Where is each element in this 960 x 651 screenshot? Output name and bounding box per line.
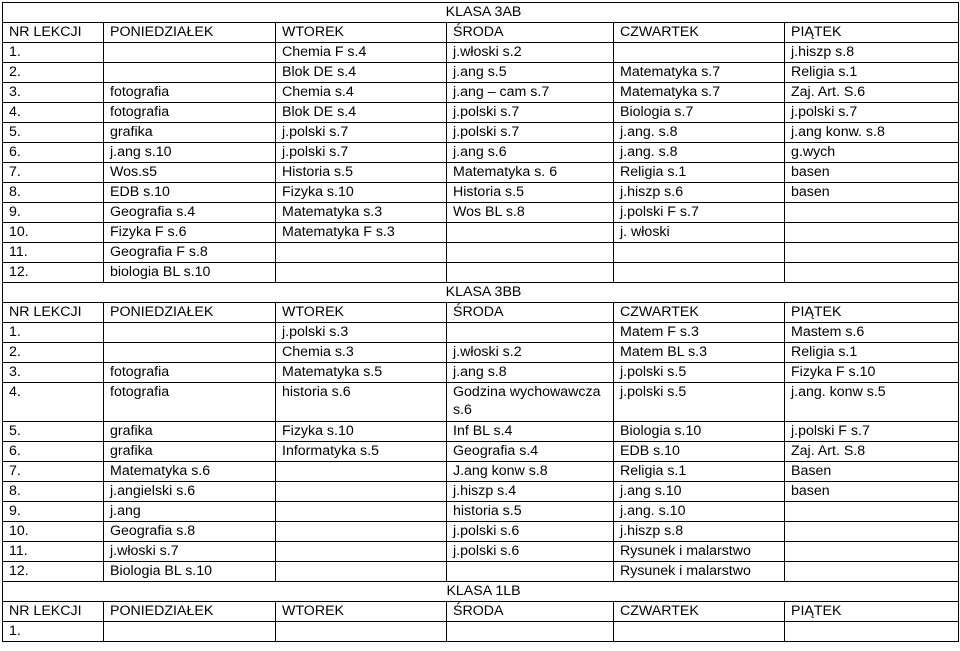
- lesson-cell: grafika: [104, 442, 276, 462]
- lesson-cell: j.włoski s.2: [447, 343, 614, 363]
- class-title: KLASA 1LB: [3, 582, 959, 602]
- lesson-cell: j.hiszp s.6: [614, 183, 785, 203]
- lesson-cell: j.hiszp s.8: [785, 43, 959, 63]
- lesson-cell: [785, 622, 959, 642]
- column-header: PIĄTEK: [785, 303, 959, 323]
- column-header: CZWARTEK: [614, 23, 785, 43]
- class-title: KLASA 3AB: [3, 3, 959, 23]
- column-header: PONIEDZIAŁEK: [104, 602, 276, 622]
- lesson-cell: Matematyka s. 6: [447, 163, 614, 183]
- lesson-cell: historia s.5: [447, 502, 614, 522]
- table-row: [3, 482, 959, 502]
- lesson-cell: [614, 622, 785, 642]
- lesson-cell: j.hiszp s.4: [447, 482, 614, 502]
- column-header: ŚRODA: [447, 23, 614, 43]
- lesson-cell: j.ang. konw s.5: [785, 383, 959, 422]
- lesson-cell: fotografia: [104, 103, 276, 123]
- table-row: [3, 562, 959, 582]
- lesson-cell: j.polski s.3: [276, 323, 447, 343]
- column-header: NR LEKCJI: [3, 303, 104, 323]
- lesson-cell: [614, 263, 785, 283]
- lesson-number-cell: 6.: [3, 442, 104, 462]
- lesson-cell: [614, 43, 785, 63]
- lesson-cell: [276, 263, 447, 283]
- lesson-cell: Zaj. Art. S.8: [785, 442, 959, 462]
- lesson-cell: [276, 462, 447, 482]
- lesson-cell: Inf BL s.4: [447, 422, 614, 442]
- lesson-cell: Rysunek i malarstwo: [614, 562, 785, 582]
- lesson-cell: j.ang. s.8: [614, 143, 785, 163]
- lesson-number-cell: 12.: [3, 562, 104, 582]
- lesson-number-cell: 8.: [3, 183, 104, 203]
- lesson-cell: basen: [785, 183, 959, 203]
- lesson-number-cell: 3.: [3, 83, 104, 103]
- class-title-row: [3, 3, 959, 23]
- lesson-cell: Godzina wychowawcza s.6: [447, 383, 614, 422]
- lesson-number-cell: 1.: [3, 43, 104, 63]
- table-row: [3, 143, 959, 163]
- lesson-number-cell: 1.: [3, 323, 104, 343]
- lesson-number-cell: 4.: [3, 103, 104, 123]
- lesson-cell: [447, 562, 614, 582]
- lesson-cell: fotografia: [104, 83, 276, 103]
- column-header: WTOREK: [276, 23, 447, 43]
- lesson-number-cell: 2.: [3, 63, 104, 83]
- schedule-table: [2, 2, 959, 642]
- lesson-number-cell: 4.: [3, 383, 104, 422]
- lesson-cell: basen: [785, 163, 959, 183]
- lesson-cell: j.ang s.8: [447, 363, 614, 383]
- lesson-cell: Historia s.5: [447, 183, 614, 203]
- lesson-cell: [614, 243, 785, 263]
- lesson-cell: j.polski s.7: [447, 123, 614, 143]
- lesson-number-cell: 8.: [3, 482, 104, 502]
- table-row: [3, 383, 959, 422]
- class-title-row: [3, 582, 959, 602]
- lesson-cell: j.polski s.7: [276, 143, 447, 163]
- lesson-cell: biologia BL s.10: [104, 263, 276, 283]
- lesson-cell: j. włoski: [614, 223, 785, 243]
- class-title: KLASA 3BB: [3, 283, 959, 303]
- lesson-cell: Blok DE s.4: [276, 103, 447, 123]
- lesson-number-cell: 11.: [3, 542, 104, 562]
- column-header: PIĄTEK: [785, 602, 959, 622]
- lesson-cell: Chemia F s.4: [276, 43, 447, 63]
- lesson-cell: Zaj. Art. S.6: [785, 83, 959, 103]
- lesson-cell: [785, 562, 959, 582]
- lesson-cell: J.ang konw s.8: [447, 462, 614, 482]
- lesson-cell: Religia s.1: [614, 462, 785, 482]
- header-row: [3, 23, 959, 43]
- lesson-cell: grafika: [104, 422, 276, 442]
- lesson-cell: fotografia: [104, 363, 276, 383]
- lesson-cell: j.polski s.5: [614, 383, 785, 422]
- lesson-cell: Chemia s.3: [276, 343, 447, 363]
- lesson-cell: j.ang. s.10: [614, 502, 785, 522]
- lesson-cell: Fizyka F s.10: [785, 363, 959, 383]
- lesson-cell: j.polski s.6: [447, 542, 614, 562]
- column-header: PIĄTEK: [785, 23, 959, 43]
- lesson-number-cell: 7.: [3, 462, 104, 482]
- lesson-cell: Religia s.1: [614, 163, 785, 183]
- lesson-cell: j.ang s.5: [447, 63, 614, 83]
- table-row: [3, 223, 959, 243]
- table-row: [3, 83, 959, 103]
- table-row: [3, 203, 959, 223]
- lesson-number-cell: 10.: [3, 522, 104, 542]
- table-row: [3, 243, 959, 263]
- table-row: [3, 323, 959, 343]
- lesson-number-cell: 11.: [3, 243, 104, 263]
- class-title-row: [3, 283, 959, 303]
- lesson-cell: Informatyka s.5: [276, 442, 447, 462]
- lesson-cell: j.ang. s.8: [614, 123, 785, 143]
- lesson-cell: Geografia F s.8: [104, 243, 276, 263]
- lesson-cell: Biologia BL s.10: [104, 562, 276, 582]
- lesson-cell: j.polski F s.7: [785, 422, 959, 442]
- lesson-number-cell: 5.: [3, 123, 104, 143]
- lesson-cell: [447, 263, 614, 283]
- lesson-cell: Matematyka s.6: [104, 462, 276, 482]
- lesson-cell: [104, 43, 276, 63]
- lesson-cell: Religia s.1: [785, 63, 959, 83]
- lesson-cell: [276, 562, 447, 582]
- schedule-body: [3, 3, 959, 642]
- header-row: [3, 303, 959, 323]
- lesson-number-cell: 6.: [3, 143, 104, 163]
- lesson-cell: Fizyka F s.6: [104, 223, 276, 243]
- lesson-cell: Wos.s5: [104, 163, 276, 183]
- header-row: [3, 602, 959, 622]
- lesson-cell: j.angielski s.6: [104, 482, 276, 502]
- lesson-cell: [785, 502, 959, 522]
- lesson-cell: Matematyka F s.3: [276, 223, 447, 243]
- lesson-number-cell: 2.: [3, 343, 104, 363]
- lesson-number-cell: 10.: [3, 223, 104, 243]
- lesson-cell: g.wych: [785, 143, 959, 163]
- column-header: CZWARTEK: [614, 602, 785, 622]
- lesson-cell: Blok DE s.4: [276, 63, 447, 83]
- lesson-cell: Matem F s.3: [614, 323, 785, 343]
- lesson-cell: [785, 223, 959, 243]
- lesson-cell: Fizyka s.10: [276, 422, 447, 442]
- column-header: NR LEKCJI: [3, 602, 104, 622]
- lesson-cell: [785, 263, 959, 283]
- lesson-cell: j.ang s.10: [104, 143, 276, 163]
- lesson-cell: Rysunek i malarstwo: [614, 542, 785, 562]
- table-row: [3, 343, 959, 363]
- table-row: [3, 522, 959, 542]
- table-row: [3, 63, 959, 83]
- lesson-cell: [276, 522, 447, 542]
- table-row: [3, 622, 959, 642]
- lesson-cell: Historia s.5: [276, 163, 447, 183]
- lesson-cell: [104, 343, 276, 363]
- lesson-cell: EDB s.10: [104, 183, 276, 203]
- lesson-cell: [785, 243, 959, 263]
- lesson-cell: [785, 522, 959, 542]
- lesson-number-cell: 3.: [3, 363, 104, 383]
- lesson-cell: Geografia s.4: [447, 442, 614, 462]
- lesson-cell: basen: [785, 482, 959, 502]
- lesson-cell: [276, 622, 447, 642]
- lesson-cell: [104, 323, 276, 343]
- lesson-cell: j.polski s.6: [447, 522, 614, 542]
- table-row: [3, 442, 959, 462]
- lesson-number-cell: 9.: [3, 203, 104, 223]
- lesson-cell: j.ang konw. s.8: [785, 123, 959, 143]
- column-header: ŚRODA: [447, 602, 614, 622]
- lesson-number-cell: 12.: [3, 263, 104, 283]
- column-header: CZWARTEK: [614, 303, 785, 323]
- lesson-cell: Matematyka s.7: [614, 63, 785, 83]
- lesson-cell: Matematyka s.3: [276, 203, 447, 223]
- lesson-cell: [276, 542, 447, 562]
- lesson-cell: Geografia s.8: [104, 522, 276, 542]
- column-header: WTOREK: [276, 602, 447, 622]
- table-row: [3, 462, 959, 482]
- lesson-cell: Basen: [785, 462, 959, 482]
- lesson-cell: [276, 482, 447, 502]
- lesson-cell: j.polski s.7: [276, 123, 447, 143]
- table-row: [3, 263, 959, 283]
- table-row: [3, 183, 959, 203]
- lesson-cell: j.hiszp s.8: [614, 522, 785, 542]
- lesson-cell: [785, 203, 959, 223]
- lesson-cell: [276, 243, 447, 263]
- column-header: PONIEDZIAŁEK: [104, 23, 276, 43]
- table-row: [3, 163, 959, 183]
- lesson-cell: [785, 542, 959, 562]
- lesson-cell: Matematyka s.5: [276, 363, 447, 383]
- lesson-cell: [104, 63, 276, 83]
- lesson-cell: Wos BL s.8: [447, 203, 614, 223]
- lesson-cell: historia s.6: [276, 383, 447, 422]
- lesson-cell: j.ang s.10: [614, 482, 785, 502]
- lesson-cell: fotografia: [104, 383, 276, 422]
- column-header: NR LEKCJI: [3, 23, 104, 43]
- lesson-cell: Geografia s.4: [104, 203, 276, 223]
- lesson-cell: Matem BL s.3: [614, 343, 785, 363]
- lesson-cell: Biologia s.10: [614, 422, 785, 442]
- table-row: [3, 502, 959, 522]
- lesson-cell: j.polski F s.7: [614, 203, 785, 223]
- lesson-cell: EDB s.10: [614, 442, 785, 462]
- column-header: WTOREK: [276, 303, 447, 323]
- table-row: [3, 123, 959, 143]
- lesson-cell: j.polski s.7: [447, 103, 614, 123]
- lesson-number-cell: 9.: [3, 502, 104, 522]
- table-row: [3, 542, 959, 562]
- lesson-cell: Biologia s.7: [614, 103, 785, 123]
- table-row: [3, 103, 959, 123]
- lesson-number-cell: 7.: [3, 163, 104, 183]
- lesson-cell: j.polski s.5: [614, 363, 785, 383]
- lesson-cell: [447, 323, 614, 343]
- table-row: [3, 422, 959, 442]
- lesson-cell: [104, 622, 276, 642]
- lesson-cell: Mastem s.6: [785, 323, 959, 343]
- lesson-cell: [447, 622, 614, 642]
- lesson-cell: Fizyka s.10: [276, 183, 447, 203]
- lesson-cell: j.ang – cam s.7: [447, 83, 614, 103]
- lesson-number-cell: 1.: [3, 622, 104, 642]
- lesson-cell: [276, 502, 447, 522]
- lesson-cell: Religia s.1: [785, 343, 959, 363]
- column-header: ŚRODA: [447, 303, 614, 323]
- lesson-cell: [447, 243, 614, 263]
- lesson-cell: j.ang s.6: [447, 143, 614, 163]
- lesson-cell: j.ang: [104, 502, 276, 522]
- lesson-cell: j.włoski s.2: [447, 43, 614, 63]
- lesson-cell: Matematyka s.7: [614, 83, 785, 103]
- column-header: PONIEDZIAŁEK: [104, 303, 276, 323]
- lesson-number-cell: 5.: [3, 422, 104, 442]
- lesson-cell: grafika: [104, 123, 276, 143]
- table-row: [3, 43, 959, 63]
- lesson-cell: j.polski s.7: [785, 103, 959, 123]
- table-row: [3, 363, 959, 383]
- lesson-cell: j.włoski s.7: [104, 542, 276, 562]
- lesson-cell: [447, 223, 614, 243]
- lesson-cell: Chemia s.4: [276, 83, 447, 103]
